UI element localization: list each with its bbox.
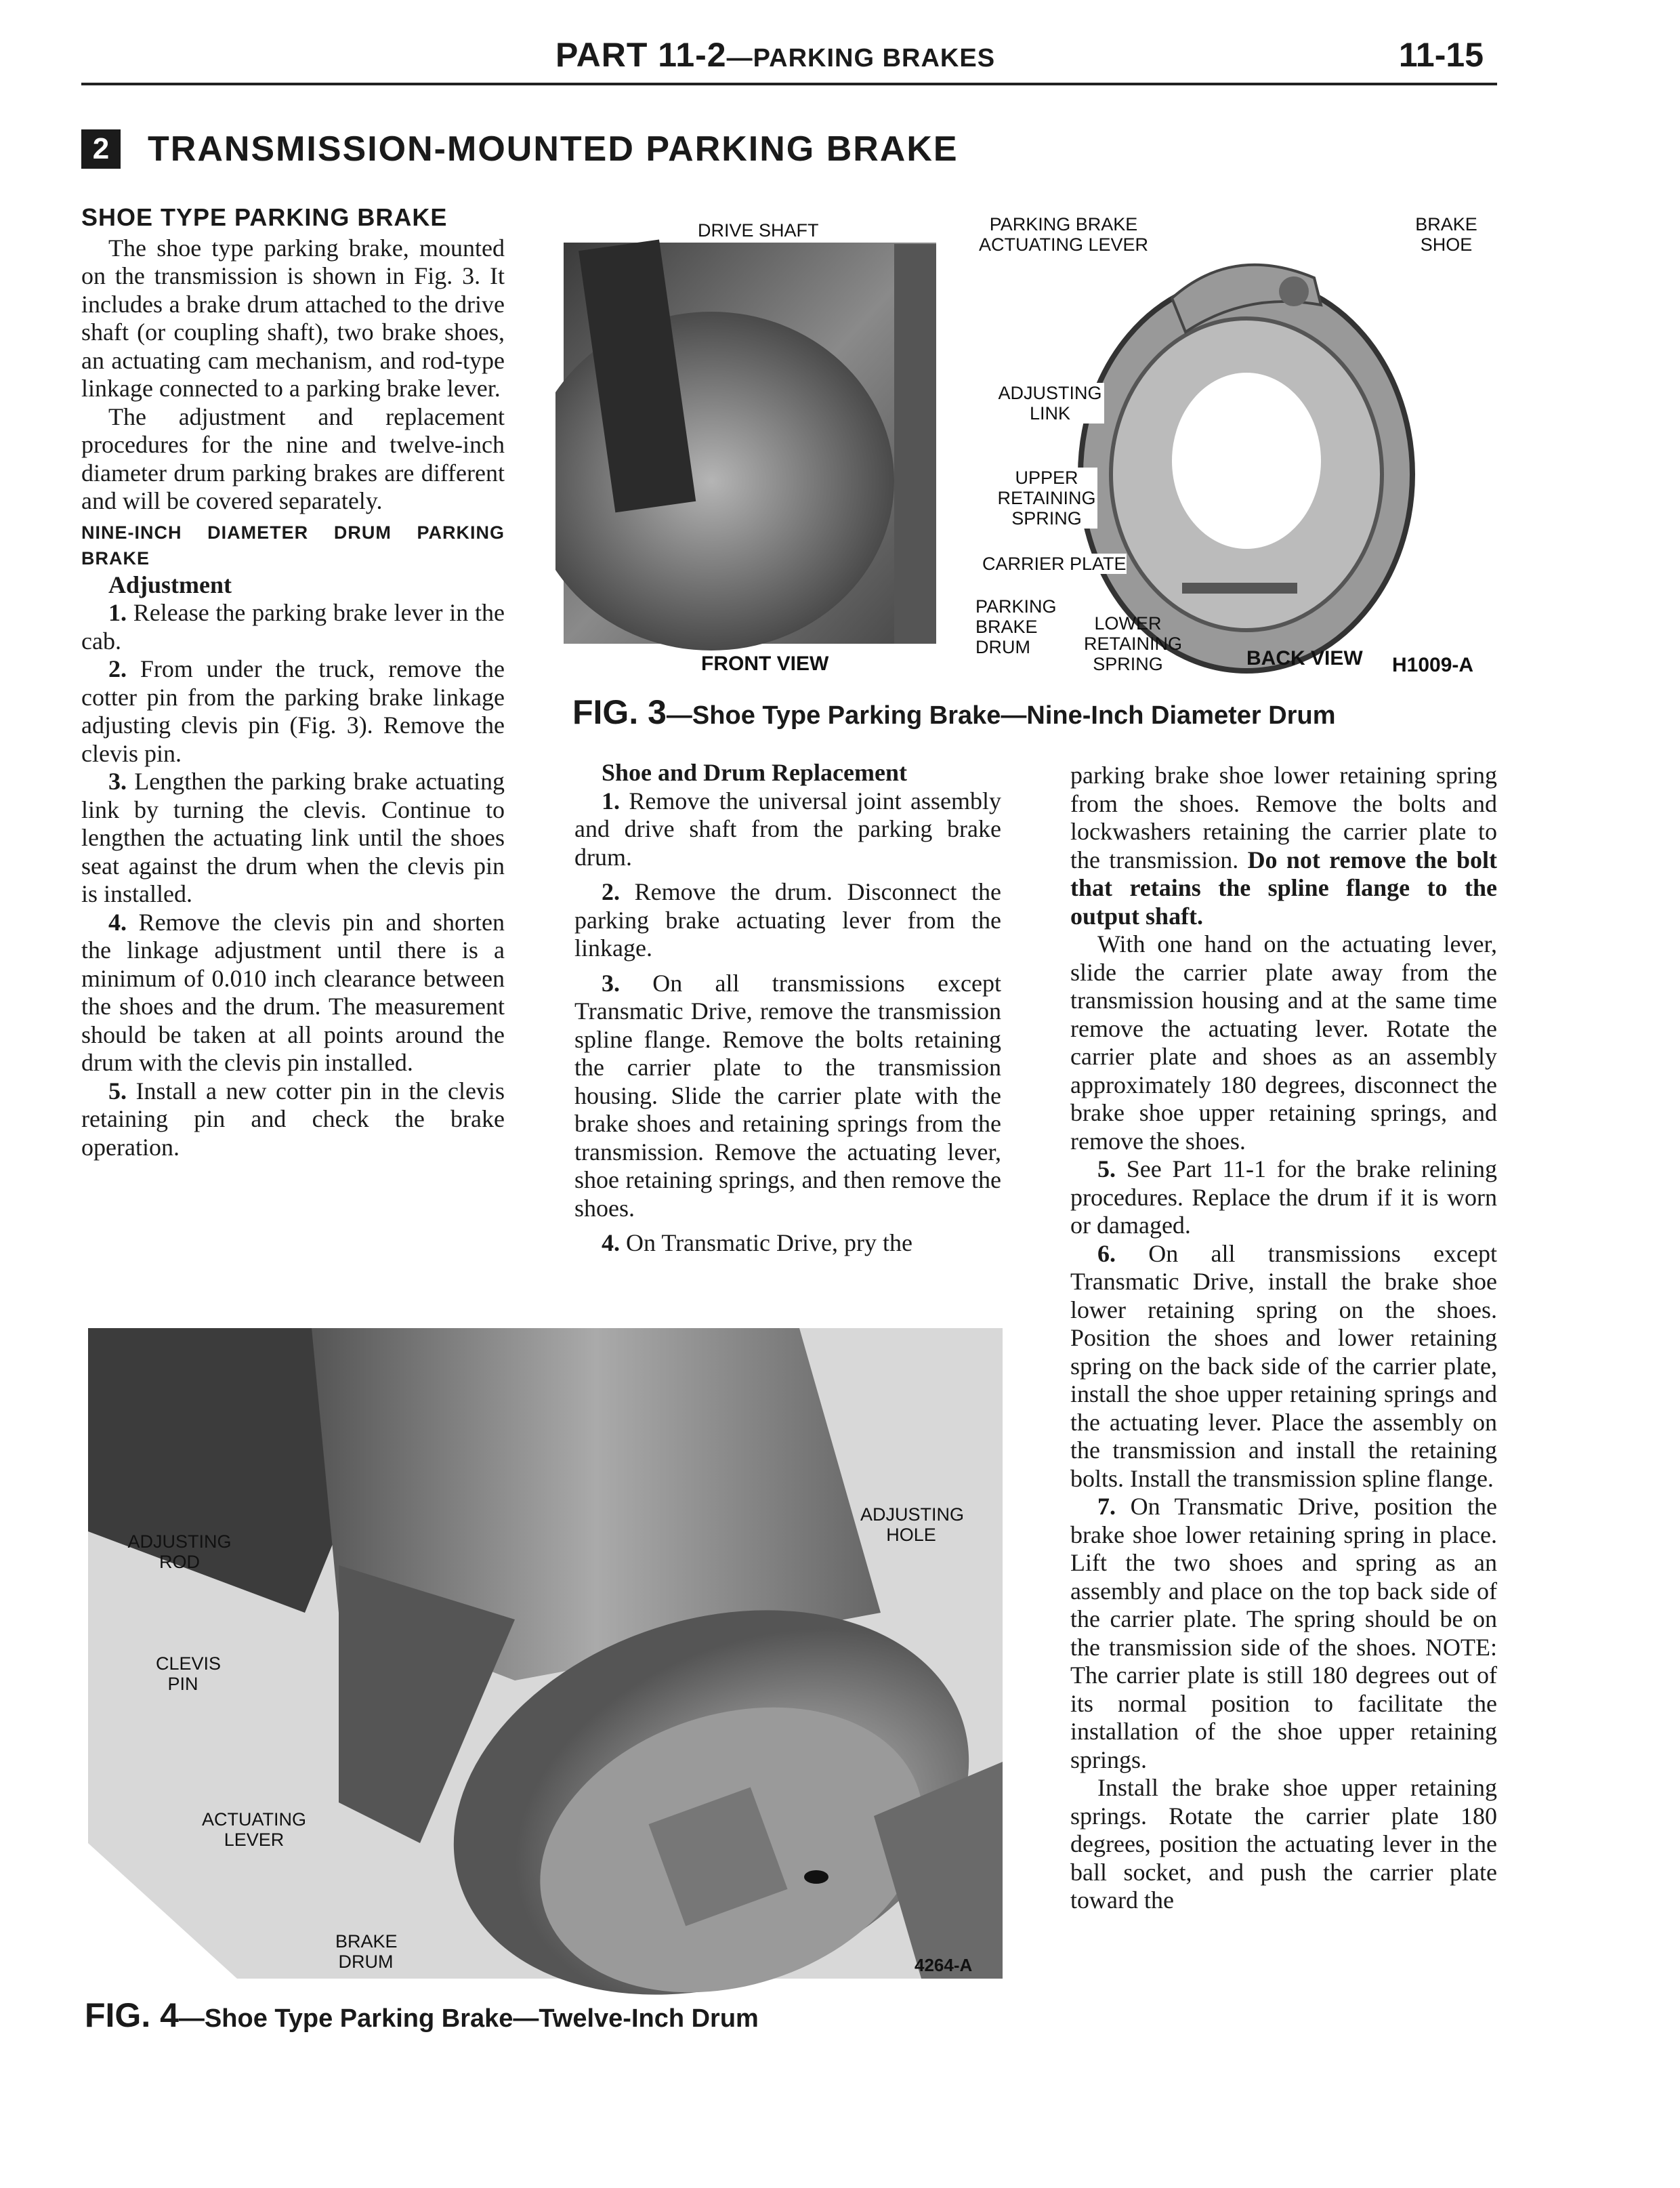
figure-code: H1009-A xyxy=(1392,654,1474,676)
label-brake-shoe: BRAKE SHOE xyxy=(1415,214,1477,255)
step: 1. Remove the universal joint assembly and drive shaft from the parking brake drum. xyxy=(574,787,1001,871)
section-number: 2 xyxy=(81,129,121,169)
label-adjusting-hole: ADJUSTING HOLE xyxy=(860,1504,965,1545)
subsection-heading: Shoe and Drum Replacement xyxy=(602,759,907,786)
step: 2. From under the truck, remove the cotter pin from the parking brake linkage adjusting clevis pin (Fig. 3). Remove the clevis pin. xyxy=(81,655,505,767)
right-column xyxy=(1070,762,1497,1915)
label-brake-drum: BRAKE DRUM xyxy=(335,1931,398,1972)
label-parking-brake-drum: PARKING BRAKE DRUM xyxy=(975,596,1057,657)
figure-3 xyxy=(555,203,1504,691)
section-heading xyxy=(81,129,959,169)
label-carrier-plate: CARRIER PLATE xyxy=(982,554,1127,574)
middle-column xyxy=(574,759,1001,1258)
paragraph: The adjustment and replacement procedures for the nine and twelve-inch diameter drum parking brakes are different and will be covered separately. xyxy=(81,402,505,514)
page-header xyxy=(0,35,1680,83)
step: 5. See Part 11-1 for the brake relining procedures. Replace the drum if it is worn or damaged. xyxy=(1070,1155,1497,1239)
label-actuating-lever: PARKING BRAKE ACTUATING LEVER xyxy=(978,214,1149,255)
step: 3. On all transmissions except Transmatic Drive, remove the transmission spline flange. Remove the bolts retaining the carrier plate to the transmission housing. Slide the carrier plate with the brake shoes and retaining springs from the transmission. Remove the actuating lever, shoe retaining springs, and then remove the shoes. xyxy=(574,969,1001,1222)
label-front-view: FRONT VIEW xyxy=(701,653,829,675)
header-title: PART 11-2—PARKING BRAKES xyxy=(555,36,996,74)
label-actuating-lever: ACTUATING LEVER xyxy=(202,1809,306,1850)
sub-subheading: NINE-INCH DIAMETER DRUM PARKING BRAKE xyxy=(81,522,505,569)
step: 7. On Transmatic Drive, position the brake shoe lower retaining spring in place. Lift the two shoes and spring as an assembly and place on the top back side of the carrier plate. The spring should be on the transmission side of the shoes. NOTE: The carrier plate is still 180 degrees out of its normal position to facilitate the installation of the shoe upper retaining springs. xyxy=(1070,1493,1497,1773)
step: 6. On all transmissions except Transmatic Drive, install the brake shoe lower retaining spring on the shoes. Position the shoes and lower retaining spring on the back side of the carrier plate, install the shoe upper retaining springs and the actuating lever. Place the assembly on the transmission and install the retaining bolts. Install the transmission spline flange. xyxy=(1070,1239,1497,1492)
subsection-heading: SHOE TYPE PARKING BRAKE xyxy=(81,203,448,231)
paragraph: With one hand on the actuating lever, slide the carrier plate away from the transmission housing and at the same time remove the actuating lever. Rotate the carrier plate and shoes as an assembly approximately 180 degrees, disconnect the brake shoe upper retaining springs, and remove the shoes. xyxy=(1070,930,1497,1155)
left-column xyxy=(81,203,505,1161)
step: 4. Remove the clevis pin and shorten the linkage adjustment until there is a minimum of 0.010 inch clearance between the shoes and the drum. The measurement should be taken at all points around the drum with the clevis pin installed. xyxy=(81,908,505,1076)
step: 1. Release the parking brake lever in the cab. xyxy=(81,599,505,655)
label-clevis-pin: CLEVIS PIN xyxy=(156,1653,222,1694)
label-lower-retaining-spring: LOWER RETAINING SPRING xyxy=(1084,613,1183,674)
step: 5. Install a new cotter pin in the clevis retaining pin and check the brake operation. xyxy=(81,1077,505,1161)
label-adjusting-rod: ADJUSTING ROD xyxy=(127,1531,232,1572)
figure-code: 4264-A xyxy=(915,1955,973,1975)
header-rule xyxy=(81,83,1497,85)
adjustment-heading: Adjustment xyxy=(108,571,232,598)
label-back-view: BACK VIEW xyxy=(1246,647,1363,669)
figure-4 xyxy=(81,1328,1003,2006)
figure-3-caption: FIG. 3—Shoe Type Parking Brake—Nine-Inch Diameter Drum xyxy=(572,693,1336,731)
figure-4-caption: FIG. 4—Shoe Type Parking Brake—Twelve-Inch Drum xyxy=(85,1996,759,2034)
label-drive-shaft: DRIVE SHAFT xyxy=(698,220,819,241)
step: 2. Remove the drum. Disconnect the parking brake actuating lever from the linkage. xyxy=(574,878,1001,962)
label-upper-retaining-spring: UPPER RETAINING SPRING xyxy=(996,468,1097,529)
step: 4. On Transmatic Drive, pry the xyxy=(602,1229,912,1256)
paragraph: The shoe type parking brake, mounted on the transmission is shown in Fig. 3. It includes a brake drum attached to the drive shaft (or coupling shaft), two brake shoes, an actuating cam mechanism, and rod-type linkage connected to a parking brake lever. xyxy=(81,234,505,402)
section-title: TRANSMISSION-MOUNTED PARKING BRAKE xyxy=(148,129,959,169)
label-adjusting-link: ADJUSTING LINK xyxy=(996,383,1104,424)
page-number: 11-15 xyxy=(1398,36,1484,74)
step: 3. Lengthen the parking brake actuating link by turning the clevis. Continue to lengthen the actuating link until the shoes seat against the drum when the clevis pin is installed. xyxy=(81,768,505,907)
paragraph: Install the brake shoe upper retaining springs. Rotate the carrier plate 180 degrees, position the actuating lever in the ball socket, and push the carrier plate toward the xyxy=(1070,1774,1497,1914)
paragraph: parking brake shoe lower retaining spring from the shoes. Remove the bolts and lockwashers retaining the carrier plate to the transmission. Do not remove the bolt that retains the spline flange to the output shaft. xyxy=(1070,762,1497,930)
